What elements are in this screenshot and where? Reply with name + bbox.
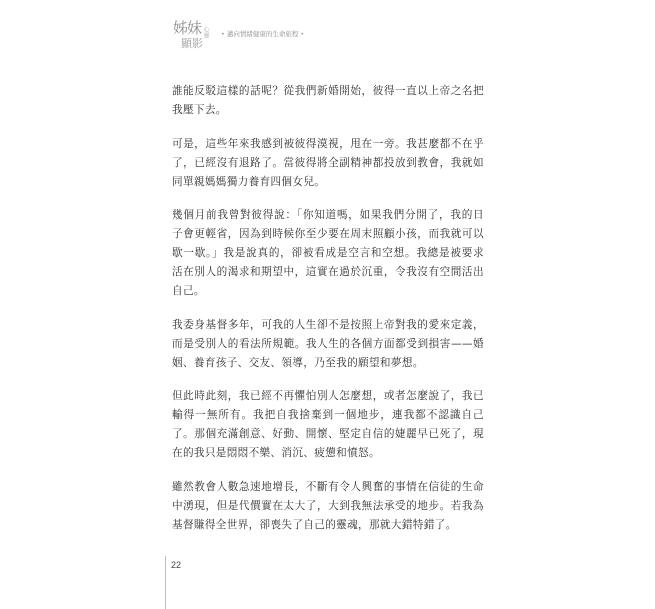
page-margin-rule — [165, 556, 166, 609]
bullet-icon: • — [300, 30, 305, 38]
logo-title-mark: 心靈 — [202, 26, 209, 38]
paragraph: 可是，這些年來我感到被彼得漠視，甩在一旁。我甚麼都不在乎了，已經沒有退路了。當彼得將全副精神都投放到教會，我就如同單親媽媽獨力養育四個女兒。 — [172, 137, 484, 188]
paragraph: 雖然教會人數急速地增長，不斷有令人興奮的事情在信徒的生命中湧現，但是代價實在太大了，大到我無法承受的地步。若我為基督賺得全世界，卻喪失了自己的靈魂，那就大錯特錯了。 — [172, 480, 484, 531]
logo-title-bottom: 顯影 — [181, 37, 203, 50]
bullet-icon: • — [221, 30, 225, 38]
paragraph: 幾個月前我曾對彼得說：「你知道嗎，如果我們分開了，我的日子會更輕省，因為到時候你至少要在周末照顧小孩，而我就可以歇一歇。」我是說真的，卻被看成是空言和空想。我總是被要求活在別人的渴求和期望中，這實在過於沉重，令我沒有空間活出自己。 — [172, 209, 484, 297]
book-tagline — [219, 30, 306, 38]
running-header — [173, 20, 393, 54]
paragraph: 誰能反駁這樣的話呢？從我們新婚開始，彼得一直以上帝之名把我壓下去。 — [172, 85, 484, 116]
paragraph: 但此時此刻，我已經不再懼怕別人怎麼想，或者怎麼說了，我已輸得一無所有。我把自我捨棄到一個地步，連我都不認識自己了。那個充滿創意、好動、開懷、堅定自信的婕麗早已死了，現在的我只是悶悶不樂、消沉、疲憊和憤怒。 — [172, 390, 484, 459]
logo-title-top: 姊妹 — [173, 19, 202, 37]
paragraph: 我委身基督多年，可我的人生卻不是按照上帝對我的愛來定義，而是受別人的看法所規範。我人生的各個方面都受到損害——婚姻、養育孩子、交友、領導，乃至我的願望和夢想。 — [172, 318, 484, 369]
tagline-text: 邁向情緒健康的生命旅程 — [226, 30, 299, 38]
body-text — [172, 82, 484, 549]
book-logo — [173, 20, 217, 54]
page-number: 22 — [171, 560, 182, 570]
